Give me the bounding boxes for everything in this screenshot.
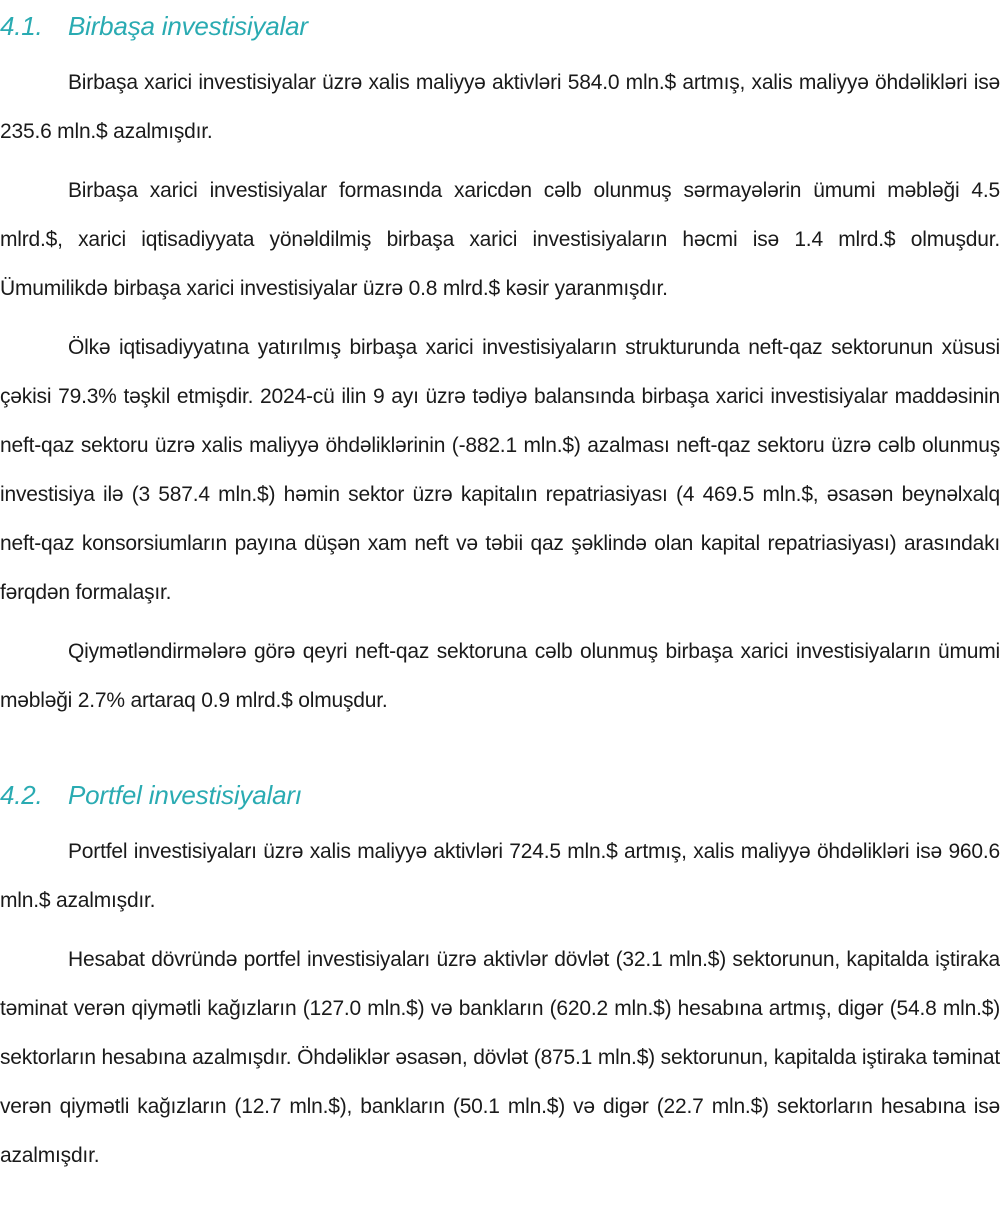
section-body — [0, 827, 1000, 1180]
section-title: Birbaşa investisiyalar — [68, 11, 308, 41]
section-heading — [0, 777, 1000, 813]
section-heading — [0, 8, 1000, 44]
section-portfolio-investments — [0, 777, 1000, 1180]
section-body — [0, 58, 1000, 725]
paragraph: Hesabat dövründə portfel investisiyaları üzrə aktivlər dövlət (32.1 mln.$) sektorunun, kapitalda iştiraka təminat verən qiymətli kağızların (127.0 mln.$) və bankların (620.2 mln.$) hesabına artmış, digər (54.8 mln.$) sektorların hesabına azalmışdır. Öhdəliklər əsasən, dövlət (875.1 mln.$) sektorunun, kapitalda iştiraka təminat verən qiymətli kağızların (12.7 mln.$), bankların (50.1 mln.$) və digər (22.7 mln.$) sektorların hesabına isə azalmışdır. — [0, 948, 1000, 1167]
section-number: 4.2. — [0, 780, 43, 810]
section-title: Portfel investisiyaları — [68, 780, 302, 810]
paragraph: Portfel investisiyaları üzrə xalis maliyyə aktivləri 724.5 mln.$ artmış, xalis maliyyə öhdəlikləri isə 960.6 mln.$ azalmışdır. — [0, 840, 1000, 912]
paragraph: Qiymətləndirmələrə görə qeyri neft-qaz sektoruna cəlb olunmuş birbaşa xarici investisiyaların ümumi məbləği 2.7% artaraq 0.9 mlrd.$ olmuşdur. — [0, 640, 1000, 712]
paragraph: Ölkə iqtisadiyyatına yatırılmış birbaşa xarici investisiyaların strukturunda neft-qaz sektorunun xüsusi çəkisi 79.3% təşkil etmişdir. 2024-cü ilin 9 ayı üzrə tədiyə balansında birbaşa xarici investisiyalar maddəsinin neft-qaz sektoru üzrə xalis maliyyə öhdəliklərinin (-882.1 mln.$) azalması neft-qaz sektoru üzrə cəlb olunmuş investisiya ilə (3 587.4 mln.$) həmin sektor üzrə kapitalın repatriasiyası (4 469.5 mln.$, əsasən beynəlxalq neft-qaz konsorsiumların payına düşən xam neft və təbii qaz şəklində olan kapital repatriasiyası) arasındakı fərqdən formalaşır. — [0, 336, 1000, 604]
section-direct-investments — [0, 8, 1000, 725]
paragraph: Birbaşa xarici investisiyalar formasında xaricdən cəlb olunmuş sərmayələrin ümumi məbləği 4.5 mlrd.$, xarici iqtisadiyyata yönəldilmiş birbaşa xarici investisiyaların həcmi isə 1.4 mlrd.$ olmuşdur. Ümumilikdə birbaşa xarici investisiyalar üzrə 0.8 mlrd.$ kəsir yaranmışdır. — [0, 179, 1000, 300]
section-number: 4.1. — [0, 11, 43, 41]
paragraph: Birbaşa xarici investisiyalar üzrə xalis maliyyə aktivləri 584.0 mln.$ artmış, xalis maliyyə öhdəlikləri isə 235.6 mln.$ azalmışdır. — [0, 71, 1000, 143]
